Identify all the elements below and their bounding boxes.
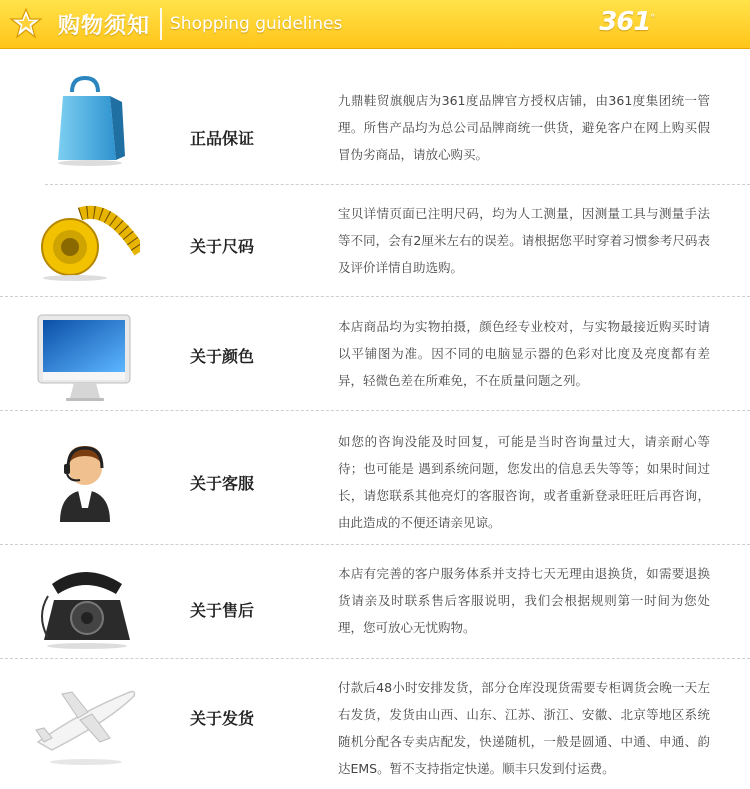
section-shipping [0,660,750,789]
section-label: 关于售后 [190,601,255,620]
section-label: 关于客服 [190,474,255,493]
brand-logo-text: 361 [599,7,651,37]
monitor-icon [30,310,140,410]
section-text: 付款后48小时安排发货，部分仓库没现货需要专柜调货会晚一天左右发货，发货由山西、山东、江苏、浙江、安徽、北京等地区系统随机分配各专卖店配发，快递随机，一般是圆通、中通、申通、韵达EMS。暂不支持指定快递。顺丰只发到付运费。 [338,680,710,776]
header-divider [160,8,162,40]
section-label: 关于尺码 [190,237,255,256]
section-text: 九鼎鞋贸旗舰店为361度品牌官方授权店铺，由361度集团统一管理。所售产品均为总公司品牌商统一供货，避免客户在网上购买假冒伪劣商品，请放心购买。 [338,93,710,162]
airplane-icon [30,672,140,772]
section-authenticity [0,60,750,184]
shopping-bag-icon [30,70,140,170]
section-customer-service [0,412,750,544]
divider [0,658,750,659]
divider [45,184,750,185]
section-text: 如您的咨询没能及时回复，可能是当时咨询量过大，请亲耐心等待；也可能是 遇到系统问题，您发出的信息丢失等等；如果时间过长，请您联系其他亮灯的客服咨询，或者重新登录旺旺后再咨询，由此造成的不便还请亲见谅。 [338,434,710,530]
section-text: 本店商品均为实物拍摄，颜色经专业校对，与实物最接近购买时请以平铺图为准。因不同的电脑显示器的色彩对比度及亮度都有差异，轻微色差在所难免，不在质量问题之列。 [338,319,710,388]
section-text: 本店有完善的客户服务体系并支持七天无理由退换货，如需要退换货请亲及时联系售后客服说明，我们会根据规则第一时间为您处理，您可放心无忧购物。 [338,566,710,635]
section-size [0,186,750,296]
header-title-en: Shopping guidelines [170,14,343,34]
divider [0,410,750,411]
telephone-icon [30,556,140,656]
section-label: 关于颜色 [190,347,255,366]
header-banner [0,0,750,49]
brand-logo-mark: ° [650,13,654,24]
section-after-sales [0,546,750,658]
divider [0,544,750,545]
section-label: 正品保证 [190,129,255,148]
divider [0,296,750,297]
customer-service-icon [30,430,140,530]
section-label: 关于发货 [190,709,255,728]
brand-logo [599,7,654,37]
tape-measure-icon [30,192,140,292]
section-color [0,298,750,410]
header-title-cn: 购物须知 [58,14,151,39]
section-text: 宝贝详情页面已注明尺码，均为人工测量，因测量工具与测量手法等不同，会有2厘米左右的误差。请根据您平时穿着习惯参考尺码表及评价详情自助选购。 [338,206,710,275]
star-icon [8,6,44,42]
